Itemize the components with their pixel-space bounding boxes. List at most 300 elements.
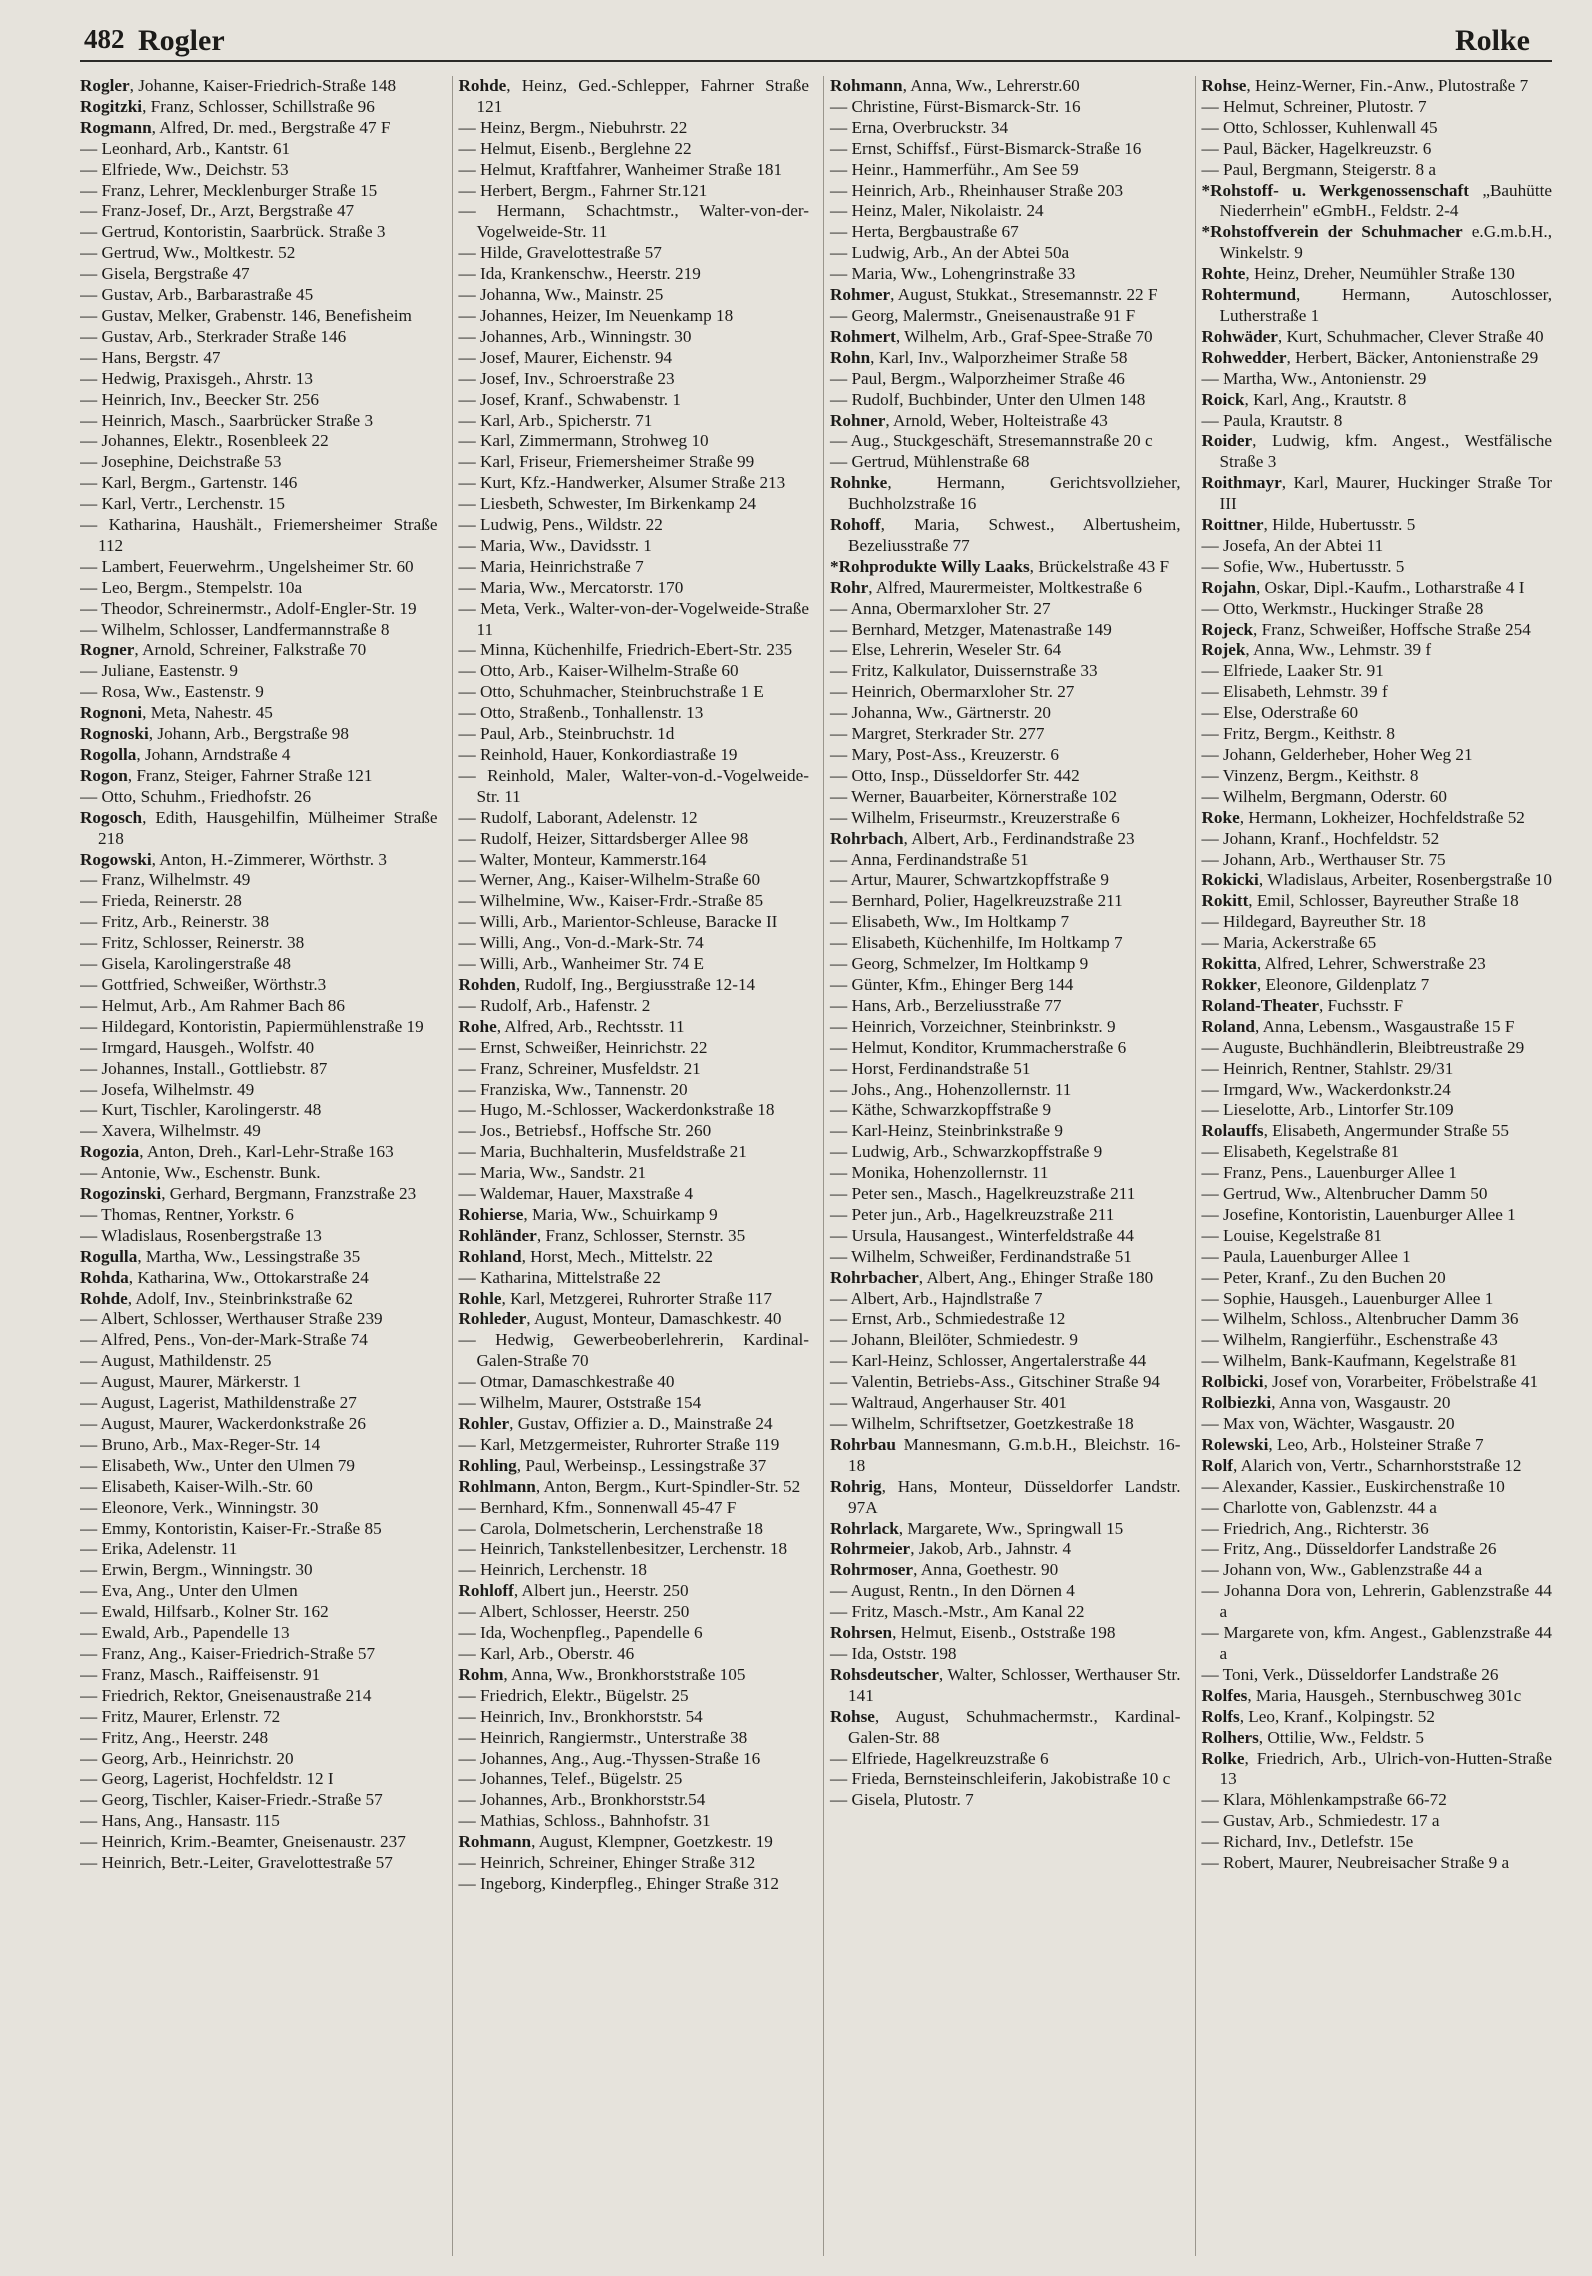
directory-entry — [80, 1414, 438, 1435]
entry-details: Mannesmann, G.m.b.H., Bleichstr. 16-18 — [848, 1434, 1181, 1475]
entry-surname: Rohland — [458, 1246, 522, 1266]
entry-details: — Hildegard, Kontoristin, Papiermühlenstraße 19 — [80, 1016, 424, 1036]
entry-details: — Wilhelmine, Ww., Kaiser-Frdr.-Straße 85 — [458, 891, 764, 911]
directory-entry — [459, 1644, 810, 1665]
entry-details: , Gerhard, Bergmann, Franzstraße 23 — [161, 1184, 417, 1204]
entry-details: — Eva, Ang., Unter den Ulmen — [80, 1581, 298, 1601]
entry-details: — Otmar, Damaschkestraße 40 — [458, 1372, 675, 1392]
directory-entry — [459, 1205, 810, 1226]
entry-surname: Rojahn — [1201, 577, 1256, 597]
entry-details: — Johann, Bleilöter, Schmiedestr. 9 — [830, 1330, 1079, 1350]
page-number: 482 — [84, 24, 125, 54]
directory-entry — [80, 1351, 438, 1372]
entry-details: — Josefa, An der Abtei 11 — [1201, 535, 1384, 555]
directory-entry — [80, 306, 438, 327]
entry-surname: Rohde — [80, 1288, 128, 1308]
directory-entry — [1202, 76, 1553, 97]
entry-details: — Eleonore, Verk., Winningstr. 30 — [80, 1497, 319, 1517]
directory-entry — [1202, 515, 1553, 536]
directory-entry — [80, 1560, 438, 1581]
entry-details: — Albert, Schlosser, Werthauser Straße 239 — [80, 1309, 383, 1329]
entry-details: — Gisela, Bergstraße 47 — [80, 264, 250, 284]
directory-entry — [80, 1142, 438, 1163]
directory-entry — [830, 578, 1181, 599]
directory-entry — [80, 285, 438, 306]
entry-details: — Karl, Friseur, Friemersheimer Straße 99 — [458, 452, 755, 472]
entry-surname: Rohtermund — [1201, 285, 1297, 305]
entry-details: , Anna, Ww., Lehrerstr.60 — [902, 76, 1080, 95]
directory-entry — [1202, 97, 1553, 118]
entry-details: — Heinrich, Inv., Beecker Str. 256 — [80, 389, 319, 409]
directory-entry — [1202, 348, 1553, 369]
entry-details: — Katharina, Haushält., Friemersheimer Straße 112 — [80, 515, 438, 555]
entry-details: — Ludwig, Arb., An der Abtei 50a — [830, 243, 1070, 263]
directory-entry — [459, 369, 810, 390]
entry-details: — Sophie, Hausgeh., Lauenburger Allee 1 — [1201, 1288, 1494, 1308]
directory-entry — [459, 661, 810, 682]
entry-details: — August, Lagerist, Mathildenstraße 27 — [80, 1393, 357, 1413]
right-running-head: Rolke — [1455, 24, 1530, 57]
entry-surname: Rohle — [458, 1288, 502, 1308]
entry-details: — Fritz, Schlosser, Reinerstr. 38 — [80, 933, 305, 953]
directory-entry — [830, 1414, 1181, 1435]
entry-details: , Alfred, Maurermeister, Moltkestraße 6 — [868, 577, 1142, 597]
directory-entry — [459, 1038, 810, 1059]
directory-entry — [830, 1351, 1181, 1372]
entry-details: — Erika, Adelenstr. 11 — [80, 1539, 238, 1559]
directory-entry — [1202, 1623, 1553, 1665]
directory-entry — [459, 264, 810, 285]
directory-entry — [80, 243, 438, 264]
directory-entry — [459, 870, 810, 891]
directory-entry — [80, 1519, 438, 1540]
entry-details: — Alexander, Kassier., Euskirchenstraße 10 — [1201, 1476, 1505, 1496]
column-4 — [1195, 76, 1553, 2256]
directory-entry — [830, 954, 1181, 975]
directory-entry — [1202, 1351, 1553, 1372]
directory-entry — [1202, 1728, 1553, 1749]
entry-details: , Kurt, Schuhmacher, Clever Straße 40 — [1277, 326, 1544, 346]
directory-entry — [830, 703, 1181, 724]
directory-entry — [1202, 1435, 1553, 1456]
directory-entry — [80, 1059, 438, 1080]
directory-entry — [830, 1226, 1181, 1247]
entry-details: — Johann von, Ww., Gablenzstraße 44 a — [1201, 1560, 1483, 1580]
entry-surname: Roider — [1201, 431, 1253, 451]
directory-entry — [80, 1184, 438, 1205]
entry-details: — Heinrich, Lerchenstr. 18 — [458, 1560, 648, 1580]
directory-entry — [80, 724, 438, 745]
entry-details: — Horst, Ferdinandstraße 51 — [830, 1058, 1031, 1078]
entry-details: , Karl, Metzgerei, Ruhrorter Straße 117 — [501, 1288, 772, 1308]
directory-entry — [459, 431, 810, 452]
entry-details: — Johanna, Ww., Mainstr. 25 — [458, 285, 664, 305]
directory-entry — [1202, 766, 1553, 787]
entry-details: — Albert, Arb., Hajndlstraße 7 — [830, 1288, 1043, 1308]
entry-details: — Helmut, Eisenb., Berglehne 22 — [458, 138, 692, 158]
entry-surname: Rohte — [1201, 264, 1246, 284]
entry-details: — Klara, Möhlenkampstraße 66-72 — [1201, 1790, 1447, 1810]
directory-entry — [80, 222, 438, 243]
entry-details: — Johanna Dora von, Lehrerin, Gablenzstraße 44 a — [1201, 1581, 1552, 1622]
entry-details: — Reinhold, Maler, Walter-von-d.-Vogelweide-Str. 11 — [458, 765, 809, 806]
entry-details: — Fritz, Bergm., Keithstr. 8 — [1201, 724, 1396, 744]
entry-details: — Rudolf, Buchbinder, Unter den Ulmen 148 — [830, 389, 1146, 409]
column-3 — [823, 76, 1181, 2256]
directory-entry — [1202, 139, 1553, 160]
entry-surname: Rohierse — [458, 1204, 524, 1224]
entry-details: , Brückelstraße 43 F — [1029, 556, 1170, 576]
entry-details: — Ludwig, Arb., Schwarzkopffstraße 9 — [830, 1142, 1103, 1162]
directory-entry — [80, 390, 438, 411]
entry-details: — Wilhelm, Maurer, Oststraße 154 — [458, 1393, 702, 1413]
entry-surname: Rohde — [458, 76, 507, 95]
entry-surname: Rohsdeutscher — [830, 1664, 939, 1684]
directory-entry — [830, 1665, 1181, 1707]
entry-details: — Günter, Kfm., Ehinger Berg 144 — [830, 974, 1074, 994]
entry-details: — Käthe, Schwarzkopffstraße 9 — [830, 1100, 1052, 1120]
directory-entry — [1202, 578, 1553, 599]
directory-entry — [80, 661, 438, 682]
directory-entry — [830, 97, 1181, 118]
entry-details: — Kurt, Kfz.-Handwerker, Alsumer Straße 213 — [458, 473, 786, 493]
entry-surname: Rohnke — [830, 473, 888, 493]
entry-details: — Willi, Ang., Von-d.-Mark-Str. 74 — [458, 933, 704, 953]
directory-entry — [830, 411, 1181, 432]
directory-entry — [830, 390, 1181, 411]
entry-details: — Hugo, M.-Schlosser, Wackerdonkstraße 18 — [458, 1100, 775, 1120]
entry-details: — Johannes, Heizer, Im Neuenkamp 18 — [458, 305, 734, 325]
entry-details: — Frieda, Reinerstr. 28 — [80, 891, 242, 911]
directory-entry — [459, 1414, 810, 1435]
directory-entry — [1202, 1059, 1553, 1080]
directory-entry — [80, 139, 438, 160]
entry-details: — Louise, Kegelstraße 81 — [1201, 1225, 1382, 1245]
entry-surname: Rohwäder — [1201, 326, 1278, 346]
left-running-head: Rogler — [138, 24, 225, 57]
directory-entry — [80, 1602, 438, 1623]
directory-entry — [459, 243, 810, 264]
directory-entry — [80, 996, 438, 1017]
directory-entry — [1202, 787, 1553, 808]
entry-surname: Rohrsen — [830, 1623, 893, 1643]
entry-surname: Rokker — [1201, 974, 1257, 994]
entry-details: e.G.m.b.H., Winkelstr. 9 — [1219, 222, 1552, 263]
entry-surname: Rohländer — [458, 1225, 537, 1245]
entry-details: — Elisabeth, Lehmstr. 39 f — [1201, 682, 1388, 702]
entry-details: , Karl, Maurer, Huckinger Straße Tor III — [1219, 473, 1552, 514]
entry-details: — Gustav, Arb., Barbarastraße 45 — [80, 285, 314, 305]
directory-entry — [830, 1581, 1181, 1602]
directory-entry — [459, 1832, 810, 1853]
entry-details: — Paul, Bergmann, Steigerstr. 8 a — [1201, 159, 1437, 179]
entry-details: — Rosa, Ww., Eastenstr. 9 — [80, 682, 264, 702]
directory-entry — [459, 306, 810, 327]
directory-entry — [1202, 369, 1553, 390]
directory-entry — [1202, 1853, 1553, 1874]
entry-details: — August, Maurer, Märkerstr. 1 — [80, 1372, 302, 1392]
entry-details: — Gustav, Arb., Schmiedestr. 17 a — [1201, 1811, 1440, 1831]
entry-details: — Elisabeth, Küchenhilfe, Im Holtkamp 7 — [830, 933, 1123, 953]
entry-details: , Hans, Monteur, Düsseldorfer Landstr. 97A — [848, 1476, 1181, 1517]
directory-entry — [1202, 912, 1553, 933]
directory-entry — [459, 1853, 810, 1874]
entry-details: — Franz, Lehrer, Mecklenburger Straße 15 — [80, 180, 378, 200]
directory-entry — [1202, 620, 1553, 641]
entry-surname: Rognoski — [80, 724, 149, 744]
entry-details: , Meta, Nahestr. 45 — [142, 703, 273, 723]
directory-entry — [80, 1477, 438, 1498]
entry-details: — Heinrich, Masch., Saarbrücker Straße 3 — [80, 410, 374, 430]
directory-entry — [830, 452, 1181, 473]
entry-details: — Robert, Maurer, Neubreisacher Straße 9 a — [1201, 1853, 1510, 1873]
entry-details: — Waldemar, Hauer, Maxstraße 4 — [458, 1184, 694, 1204]
entry-details: — Irmgard, Hausgeh., Wolfstr. 40 — [80, 1037, 315, 1057]
directory-entry — [830, 1059, 1181, 1080]
entry-details: — Gisela, Karolingerstraße 48 — [80, 954, 291, 974]
directory-entry — [1202, 808, 1553, 829]
entry-surname: Rohda — [80, 1267, 129, 1287]
entry-details: , Herbert, Bäcker, Antonienstraße 29 — [1286, 347, 1539, 367]
entry-details: — Margarete von, kfm. Angest., Gablenzstraße 44 a — [1201, 1623, 1552, 1663]
directory-entry — [80, 1372, 438, 1393]
entry-details: — Johannes, Ang., Aug.-Thyssen-Straße 16 — [458, 1748, 761, 1768]
directory-entry — [830, 1163, 1181, 1184]
entry-details: — Gertrud, Ww., Moltkestr. 52 — [80, 243, 296, 263]
directory-entry — [80, 870, 438, 891]
entry-details: — Valentin, Betriebs-Ass., Gitschiner Straße 94 — [830, 1372, 1161, 1392]
directory-entry — [1202, 1330, 1553, 1351]
entry-details: — Frieda, Bernsteinschleiferin, Jakobistraße 10 c — [830, 1769, 1171, 1789]
directory-entry — [80, 160, 438, 181]
entry-details: — Elisabeth, Ww., Unter den Ulmen 79 — [80, 1455, 355, 1475]
directory-entry — [830, 1769, 1181, 1790]
entry-details: — Rudolf, Laborant, Adelenstr. 12 — [458, 807, 698, 827]
column-2 — [452, 76, 810, 2256]
entry-details: , Anna, Ww., Lehmstr. 39 f — [1245, 640, 1432, 660]
directory-entry — [80, 850, 438, 871]
directory-entry — [80, 1121, 438, 1142]
entry-details: — Auguste, Buchhändlerin, Bleibtreustraße 29 — [1201, 1037, 1525, 1057]
entry-surname: Roland-Theater — [1201, 995, 1319, 1015]
directory-entry — [1202, 1790, 1553, 1811]
directory-entry — [459, 1623, 810, 1644]
entry-details: — Karl, Metzgermeister, Ruhrorter Straße 119 — [458, 1434, 780, 1454]
directory-entry — [830, 1038, 1181, 1059]
directory-entry — [80, 682, 438, 703]
entry-surname: Rohloff — [458, 1581, 514, 1601]
entry-details: — Bernhard, Metzger, Matenastraße 149 — [830, 619, 1112, 639]
directory-entry — [459, 1226, 810, 1247]
entry-surname: Rohrlack — [830, 1518, 899, 1538]
entry-details: , Walter, Schlosser, Werthauser Str. 141 — [848, 1664, 1181, 1705]
directory-entry — [80, 1456, 438, 1477]
directory-entry — [1202, 661, 1553, 682]
entry-surname: Rogitzki — [80, 96, 143, 116]
entry-details: — Maria, Heinrichstraße 7 — [458, 556, 644, 576]
entry-details: — Ida, Oststr. 198 — [830, 1643, 957, 1663]
entry-details: — Alfred, Pens., Von-der-Mark-Straße 74 — [80, 1330, 368, 1350]
entry-surname: Rohrbacher — [830, 1267, 919, 1287]
directory-entry — [830, 808, 1181, 829]
entry-details: — Karl, Zimmermann, Strohweg 10 — [458, 431, 709, 451]
entry-details: — Elisabeth, Kaiser-Wilh.-Str. 60 — [80, 1476, 313, 1496]
directory-entry — [80, 703, 438, 724]
entry-details: — Franz, Schreiner, Musfeldstr. 21 — [458, 1058, 701, 1078]
directory-entry — [1202, 390, 1553, 411]
entry-surname: Rohlmann — [458, 1476, 536, 1496]
entry-details: — Leonhard, Arb., Kantstr. 61 — [80, 138, 291, 158]
entry-details: , Alfred, Lehrer, Schwerstraße 23 — [1256, 954, 1486, 974]
entry-details: — Hans, Ang., Hansastr. 115 — [80, 1811, 280, 1831]
entry-details: — Meta, Verk., Walter-von-der-Vogelweide-Straße 11 — [458, 598, 809, 639]
directory-entry — [459, 1080, 810, 1101]
directory-entry — [80, 578, 438, 599]
directory-entry — [459, 891, 810, 912]
entry-details: — Monika, Hohenzollernstr. 11 — [830, 1163, 1049, 1183]
entry-details: , Johann, Arb., Bergstraße 98 — [148, 724, 349, 744]
entry-surname: Rogozia — [80, 1142, 140, 1162]
directory-entry — [1202, 1080, 1553, 1101]
directory-entry — [80, 1539, 438, 1560]
entry-details: , August, Monteur, Damaschkestr. 40 — [526, 1309, 782, 1329]
entry-details: — Elfriede, Ww., Deichstr. 53 — [80, 159, 289, 179]
directory-entry — [80, 431, 438, 452]
entry-details: , Friedrich, Arb., Ulrich-von-Hutten-Straße 13 — [1219, 1748, 1552, 1789]
directory-entry — [80, 1247, 438, 1268]
entry-surname: *Rohprodukte Willy Laaks — [830, 556, 1030, 576]
directory-entry — [830, 515, 1181, 557]
entry-details: — Wilhelm, Schweißer, Ferdinandstraße 51 — [830, 1246, 1132, 1266]
entry-details: — Carola, Dolmetscherin, Lerchenstraße 18 — [458, 1518, 763, 1538]
directory-entry — [80, 97, 438, 118]
directory-entry — [459, 912, 810, 933]
directory-entry — [1202, 327, 1553, 348]
directory-entry — [459, 390, 810, 411]
directory-entry — [1202, 1247, 1553, 1268]
entry-details: — Paul, Bäcker, Hagelkreuzstr. 6 — [1201, 138, 1432, 158]
entry-details: , Oskar, Dipl.-Kaufm., Lotharstraße 4 I — [1255, 577, 1525, 597]
directory-entry — [459, 515, 810, 536]
entry-details: — Otto, Arb., Kaiser-Wilhelm-Straße 60 — [458, 661, 739, 681]
entry-details: , Maria, Schwest., Albertusheim, Bezeliusstraße 77 — [848, 515, 1181, 555]
directory-entry — [80, 912, 438, 933]
directory-entry — [459, 160, 810, 181]
entry-details: — Ewald, Arb., Papendelle 13 — [80, 1623, 290, 1643]
directory-entry — [1202, 996, 1553, 1017]
entry-surname: Rohner — [830, 410, 886, 430]
directory-entry — [1202, 1289, 1553, 1310]
directory-entry — [80, 1226, 438, 1247]
entry-details: — Gertrud, Mühlenstraße 68 — [830, 452, 1030, 472]
entry-details: , Leo, Kranf., Kolpingstr. 52 — [1239, 1706, 1435, 1726]
entry-details: — Albert, Schlosser, Heerstr. 250 — [458, 1602, 690, 1622]
entry-details: — Heinrich, Rentner, Stahlstr. 29/31 — [1201, 1058, 1454, 1078]
entry-details: — Antonie, Ww., Eschenstr. Bunk. — [80, 1163, 321, 1183]
entry-details: — August, Rentn., In den Dörnen 4 — [830, 1581, 1075, 1601]
directory-entry — [830, 264, 1181, 285]
entry-details: — Emmy, Kontoristin, Kaiser-Fr.-Straße 85 — [80, 1518, 382, 1538]
entry-details: — Anna, Obermarxloher Str. 27 — [830, 598, 1051, 618]
entry-surname: Rohrig — [830, 1476, 882, 1496]
entry-details: — Johannes, Arb., Bronkhorststr.54 — [458, 1790, 706, 1810]
directory-entry — [830, 1309, 1181, 1330]
directory-entry — [459, 348, 810, 369]
directory-entry — [1202, 1414, 1553, 1435]
entry-details: — Heinz, Bergm., Niebuhrstr. 22 — [458, 117, 688, 137]
directory-entry — [459, 1059, 810, 1080]
entry-details: — Josefa, Wilhelmstr. 49 — [80, 1079, 255, 1099]
entry-details: — Katharina, Mittelstraße 22 — [458, 1267, 661, 1287]
directory-entry — [830, 599, 1181, 620]
entry-details: — Heinrich, Schreiner, Ehinger Straße 312 — [458, 1853, 756, 1873]
entry-details: — Gertrud, Ww., Altenbrucher Damm 50 — [1201, 1184, 1488, 1204]
entry-details: — Rudolf, Heizer, Sittardsberger Allee 98 — [458, 828, 749, 848]
entry-details: — Richard, Inv., Detlefstr. 15e — [1201, 1832, 1414, 1852]
entry-details: — Karl, Arb., Oberstr. 46 — [458, 1643, 635, 1663]
entry-surname: Rolf — [1201, 1455, 1234, 1475]
entry-details: — Friedrich, Elektr., Bügelstr. 25 — [458, 1685, 689, 1705]
entry-details: — Hedwig, Praxisgeh., Ahrstr. 13 — [80, 368, 313, 388]
directory-entry — [1202, 160, 1553, 181]
directory-entry — [830, 1435, 1181, 1477]
directory-entry — [830, 306, 1181, 327]
entry-surname: Rohmer — [830, 285, 891, 305]
directory-entry — [1202, 1038, 1553, 1059]
entry-surname: Rohrbach — [830, 828, 904, 848]
entry-details: — Franziska, Ww., Tannenstr. 20 — [458, 1079, 688, 1099]
directory-entry — [459, 1289, 810, 1310]
entry-details: — Anna, Ferdinandstraße 51 — [830, 849, 1029, 869]
entry-details: — Helmut, Kraftfahrer, Wanheimer Straße 181 — [458, 159, 783, 179]
entry-details: , Johanne, Kaiser-Friedrich-Straße 148 — [129, 76, 397, 95]
entry-details: — Paul, Arb., Steinbruchstr. 1d — [458, 724, 675, 744]
entry-details: — Otto, Schlosser, Kuhlenwall 45 — [1201, 117, 1438, 137]
directory-entry — [459, 1602, 810, 1623]
directory-entry — [80, 1038, 438, 1059]
directory-entry — [80, 327, 438, 348]
entry-details: , Heinz, Dreher, Neumühler Straße 130 — [1245, 264, 1515, 284]
entry-details: — Peter jun., Arb., Hagelkreuzstraße 211 — [830, 1204, 1115, 1224]
entry-details: — Lieselotte, Arb., Lintorfer Str.109 — [1201, 1100, 1454, 1120]
entry-details: , Maria, Ww., Schuirkamp 9 — [523, 1204, 718, 1224]
entry-surname: Rohler — [458, 1414, 510, 1433]
entry-surname: Rohden — [458, 974, 516, 994]
entry-details: — Liesbeth, Schwester, Im Birkenkamp 24 — [458, 494, 757, 514]
entry-details: — Heinrich, Vorzeichner, Steinbrinkstr. 9 — [830, 1016, 1116, 1036]
entry-details: — Hermann, Schachtmstr., Walter-von-der-Vogelweide-Str. 11 — [458, 201, 809, 242]
directory-entry — [80, 1017, 438, 1038]
directory-entry — [459, 1309, 810, 1330]
directory-entry — [459, 1100, 810, 1121]
entry-details: — Heinrich, Rangiermstr., Unterstraße 38 — [458, 1727, 748, 1747]
entry-details: — Wilhelm, Schlosser, Landfermannstraße 8 — [80, 619, 390, 639]
entry-details: — Rudolf, Arb., Hafenstr. 2 — [458, 995, 651, 1015]
entry-details: — Otto, Schuhmacher, Steinbruchstraße 1 E — [458, 682, 764, 702]
directory-entry — [80, 1665, 438, 1686]
entry-details: , Albert, Ang., Ehinger Straße 180 — [918, 1267, 1154, 1287]
directory-entry — [80, 766, 438, 787]
entry-details: — Mary, Post-Ass., Kreuzerstr. 6 — [830, 745, 1059, 764]
directory-entry — [830, 745, 1181, 766]
entry-details: — Gustav, Melker, Grabenstr. 146, Benefisheim — [80, 305, 412, 325]
entry-details: — Ewald, Hilfsarb., Kolner Str. 162 — [80, 1602, 329, 1622]
entry-details: — Else, Oderstraße 60 — [1201, 703, 1359, 723]
entry-details: — Vinzenz, Bergm., Keithstr. 8 — [1201, 765, 1419, 785]
directory-entry — [1202, 1477, 1553, 1498]
entry-details: , Horst, Mech., Mittelstr. 22 — [521, 1246, 713, 1266]
entry-details: , Alarich von, Vertr., Scharnhorststraße 12 — [1233, 1455, 1522, 1475]
